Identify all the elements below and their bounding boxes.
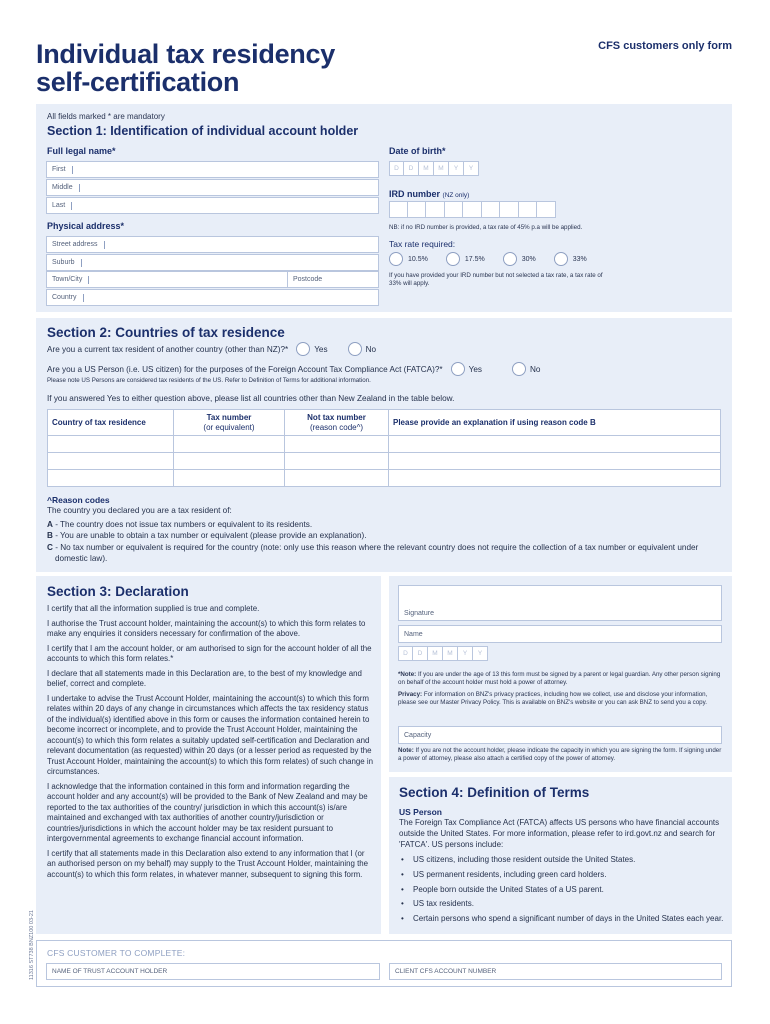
physical-address-label: Physical address* xyxy=(47,221,125,231)
dob-input[interactable] xyxy=(389,161,479,176)
sig-year-2[interactable]: Y xyxy=(473,646,488,661)
postcode-label: Postcode xyxy=(293,276,323,283)
rate-30-radio[interactable] xyxy=(503,252,517,266)
trust-holder-input[interactable] xyxy=(46,963,380,980)
street-address-label: Street address xyxy=(52,241,98,248)
table-row xyxy=(48,453,721,470)
dob-label: Date of birth* xyxy=(389,146,446,156)
countries-table xyxy=(47,409,721,487)
rate-17-5-radio[interactable] xyxy=(446,252,460,266)
page-title-line2: self-certification xyxy=(36,67,240,97)
list-item: • Certain persons who spend a significant number of days in the United States each year. xyxy=(399,914,724,925)
section4-title: Section 4: Definition of Terms xyxy=(399,785,590,800)
form-subtitle: CFS customers only form xyxy=(598,40,732,52)
street-address-input[interactable] xyxy=(46,236,379,253)
full-legal-name-label: Full legal name* xyxy=(47,146,116,156)
declaration-para: I declare that all statements made in this Declaration are, to the best of my knowledge and belief, correct and complete. xyxy=(47,668,362,688)
tax-rate-options xyxy=(389,252,587,266)
capacity-label: Capacity xyxy=(404,731,432,739)
section1-title: Section 1: Identification of individual account holder xyxy=(47,124,359,138)
q2-no-label: No xyxy=(529,364,541,374)
sig-year-1[interactable]: Y xyxy=(458,646,473,661)
q2-yes-label: Yes xyxy=(468,364,482,374)
reason-a: A - The country does not issue tax numbers or equivalent to its residents. xyxy=(47,520,313,529)
us-person-text: The Foreign Tax Compliance Act (FATCA) affects US persons who have financial accounts outside the United States. For more information, please refer to ird.govt.nz and search for 'FATCA'. US persons include: xyxy=(399,818,720,849)
reason-b: B - You are unable to obtain a tax number or equivalent (please provide an explanation). xyxy=(47,531,367,541)
rate-30-label: 30% xyxy=(521,255,536,263)
ird-label-row xyxy=(389,189,469,199)
rate-33-radio[interactable] xyxy=(554,252,568,266)
dob-day-1[interactable]: D xyxy=(389,161,404,176)
us-person-note: Please note US Persons are considered tax residents of the US. Refer to Definition of Terms for additional information. xyxy=(47,377,371,384)
signature-label: Signature xyxy=(404,610,434,617)
q1-no-label: No xyxy=(365,344,377,354)
q2-text: Are you a US Person (i.e. US citizen) for the purposes of the Foreign Account Tax Compliance Act (FATCA)?* xyxy=(47,364,443,374)
declaration-para: I acknowledge that the information contained in this form and information regarding the account holder and any account(s) will be provided to the Bank of New Zealand and may be reported to the tax authorities of the country/ jurisdiction in which this account(s) is/are maintained and exchanged with tax authorities of another country/jurisdiction or countries/jurisdictions in which the account holder may be tax resident pursuant to intergovernmental agreements to exchange financial account information. xyxy=(47,781,368,843)
dob-year-1[interactable]: Y xyxy=(449,161,464,176)
ird-number-input[interactable] xyxy=(389,201,556,218)
signature-date-input[interactable] xyxy=(398,646,488,661)
page-title xyxy=(36,40,335,96)
privacy-note: Privacy: For information on BNZ's privacy practices, including how we collect, use and disclose your information, please see our Master Privacy Policy. This is available on BNZ's website or you can ask BNZ to send you a copy. xyxy=(398,691,708,707)
col-reason-header: Not tax number (reason code^) xyxy=(285,410,389,436)
middle-name-label: Middle xyxy=(52,184,73,191)
declaration-text xyxy=(47,604,373,880)
section3-title: Section 3: Declaration xyxy=(47,584,189,599)
middle-name-input[interactable] xyxy=(46,179,379,196)
suburb-input[interactable] xyxy=(46,254,379,271)
country-input[interactable] xyxy=(46,289,379,306)
table-row xyxy=(48,470,721,487)
rate-10-5-radio[interactable] xyxy=(389,252,403,266)
reason-codes-title: ^Reason codes xyxy=(47,495,110,505)
name-label: Name xyxy=(404,630,423,638)
rate-10-5-label: 10.5% xyxy=(408,255,428,263)
us-person-heading: US Person xyxy=(399,807,442,817)
dob-year-2[interactable]: Y xyxy=(464,161,479,176)
page-title-line1: Individual tax residency xyxy=(36,39,335,69)
q1-yes-label: Yes xyxy=(314,344,328,354)
q2-no-radio[interactable] xyxy=(512,362,526,376)
dob-day-2[interactable]: D xyxy=(404,161,419,176)
q1-no-radio[interactable] xyxy=(348,342,362,356)
dob-month-2[interactable]: M xyxy=(434,161,449,176)
cfs-complete-label: CFS CUSTOMER TO COMPLETE: xyxy=(47,948,186,958)
reason-codes-list xyxy=(47,519,717,564)
sig-day-1[interactable]: D xyxy=(398,646,413,661)
client-account-label: CLIENT CFS ACCOUNT NUMBER xyxy=(395,968,497,975)
list-item: • US permanent residents, including green card holders. xyxy=(399,870,724,881)
suburb-label: Suburb xyxy=(52,259,75,266)
rate-17-5-label: 17.5% xyxy=(464,255,485,263)
col-taxnumber-header: Tax number (or equivalent) xyxy=(174,410,285,436)
town-city-label: Town/City xyxy=(52,276,83,283)
sig-month-1[interactable]: M xyxy=(428,646,443,661)
form-code: 11316 ST738 BNZ100 03-21 xyxy=(29,910,35,980)
first-name-input[interactable] xyxy=(46,161,379,178)
declaration-para: I certify that I am the account holder, or am authorised to sign for the account holder of all the accounts to which this form relates.* xyxy=(47,643,372,663)
list-item: • US citizens, including those resident outside the United States. xyxy=(399,855,724,866)
q1-row xyxy=(47,342,376,356)
postcode-input[interactable] xyxy=(287,271,379,288)
col-country-header: Country of tax residence xyxy=(48,410,174,436)
declaration-para: I undertake to advise the Trust Account Holder, maintaining the account(s) to which this form relates within 20 days of any change in circumstances which affects the tax residency status of the individual(s) identified above in this form or causes the information contained herein to become incorrect or incomplete, and to provide the Trust Account Holder, maintaining the account(s) to which this form relates a suitably updated self-certification and Declaration and relevant documentation (as requested) within 20 days (or a lesser period as requested by the Trust Account Holder, maintaining the account(s) to which this form relates) of such change in circumstances. xyxy=(47,693,374,776)
section2-title: Section 2: Countries of tax residence xyxy=(47,325,285,340)
capacity-input[interactable] xyxy=(398,726,722,744)
trust-holder-label: NAME OF TRUST ACCOUNT HOLDER xyxy=(52,968,168,975)
last-name-label: Last xyxy=(52,202,66,209)
mandatory-note: All fields marked * are mandatory xyxy=(47,112,165,121)
q2-yes-radio[interactable] xyxy=(451,362,465,376)
first-name-label: First xyxy=(52,166,66,173)
rate-33-label: 33% xyxy=(572,255,587,263)
reason-codes-intro: The country you declared you are a tax resident of: xyxy=(47,506,232,515)
table-row xyxy=(48,436,721,453)
ird-note: NB: if no IRD number is provided, a tax rate of 45% p.a will be applied. xyxy=(389,224,583,231)
signature-input[interactable] xyxy=(398,585,722,621)
list-item: • US tax residents. xyxy=(399,899,724,910)
capacity-note: Note: If you are not the account holder, please indicate the capacity in which you are signing the form. If signing under a power of attorney, please also attach a certified copy of the power of attorney. xyxy=(398,747,722,763)
declaration-para: I certify that all the information supplied is true and complete. xyxy=(47,604,260,613)
client-account-input[interactable] xyxy=(389,963,722,980)
us-person-list xyxy=(399,855,724,929)
sig-month-2[interactable]: M xyxy=(443,646,458,661)
declaration-para: I authorise the Trust account holder, maintaining the account(s) to which this form relates to make any enquiries it considers necessary for confirmation of the above. xyxy=(47,618,366,638)
table-instruction: If you answered Yes to either question above, please list all countries other than New Zealand in the table below. xyxy=(47,394,455,403)
tax-rate-label: Tax rate required: xyxy=(389,239,456,249)
tax-rate-note: If you have provided your IRD number but not selected a tax rate, a tax rate of 33% will apply. xyxy=(389,272,603,288)
reason-c: C - No tax number or equivalent is required for the country (note: only use this reason where the relevant country does not require the collection of a tax number or equivalent under domestic law). xyxy=(47,542,699,563)
last-name-input[interactable] xyxy=(46,197,379,214)
ird-label: IRD number xyxy=(389,189,441,199)
q1-text: Are you a current tax resident of another country (other than NZ)?* xyxy=(47,344,289,354)
declaration-para: I certify that all statements made in this Declaration also extend to any information that I (or an authorised person on my behalf) may supply to the Trust Account Holder, maintaining the account(s) to which this form relates, in whatever manner, subsequent to signing this form. xyxy=(47,848,369,879)
col-explanation-header: Please provide an explanation if using reason code B xyxy=(389,410,721,436)
q2-row xyxy=(47,362,540,376)
q1-yes-radio[interactable] xyxy=(296,342,310,356)
list-item: • People born outside the United States of a US parent. xyxy=(399,885,724,896)
age-note: *Note: If you are under the age of 13 this form must be signed by a parent or legal guardian. Any other person signing on behalf of the account holder must hold a power of attorney. xyxy=(398,671,721,687)
sig-day-2[interactable]: D xyxy=(413,646,428,661)
ird-suffix: (NZ only) xyxy=(442,192,470,199)
dob-month-1[interactable]: M xyxy=(419,161,434,176)
country-label: Country xyxy=(52,294,77,301)
name-input[interactable] xyxy=(398,625,722,643)
town-city-input[interactable] xyxy=(46,271,288,288)
